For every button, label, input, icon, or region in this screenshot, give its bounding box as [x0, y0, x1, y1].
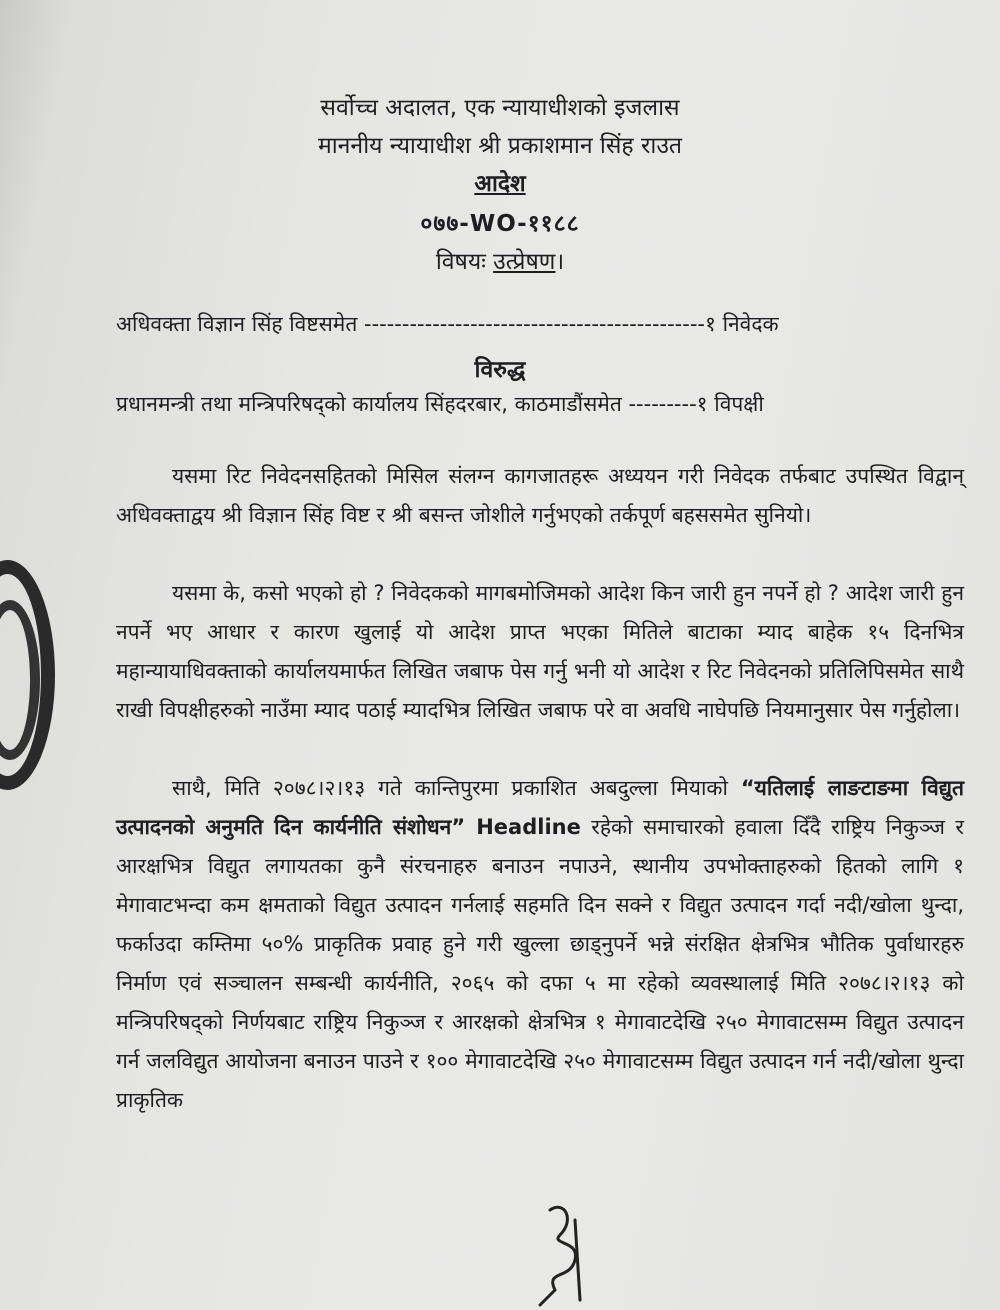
- petitioner-line: अधिवक्ता विज्ञान सिंह विष्टसमेत ---------------------------------------------१ निवेदक: [116, 312, 779, 336]
- respondent-line: प्रधानमन्त्री तथा मन्त्रिपरिषद्को कार्यालय सिंहदरबार, काठमाडौंसमेत ---------१ विपक्षी: [116, 392, 764, 416]
- versus-heading: विरुद्ध: [474, 357, 526, 383]
- subject-end: ।: [555, 249, 565, 275]
- subject-line: [0, 244, 1000, 276]
- subject-value: उत्प्रेषण: [493, 249, 556, 275]
- signature: [520, 1200, 610, 1310]
- judge-name: माननीय न्यायाधीश श्री प्रकाशमान सिंह राउत: [317, 133, 683, 159]
- paragraph-1: यसमा रिट निवेदनसहितको मिसिल संलग्न कागजातहरू अध्ययन गरी निवेदक तर्फबाट उपस्थित विद्वान् अधिवक्ताद्वय श्री विज्ञान सिंह विष्ट र श्री बसन्त जोशीले गर्नुभएको तर्कपूर्ण बहससमेत सुनियो।: [116, 464, 964, 527]
- order-title: [0, 166, 1000, 198]
- paragraph-3-rest: रहेको समाचारको हवाला दिँदै राष्ट्रिय निकुञ्ज र आरक्षभित्र विद्युत लगायतका कुनै संरचनाहरु बनाउन नपाउने, स्थानीय उपभोक्ताहरुको हितको लागि १ मेगावाटभन्दा कम क्षमताको विद्युत उत्पादन गर्नलाई सहमति दिन सक्ने र विद्युत उत्पादन गर्दा नदी/खोला थुन्दा, फर्काउदा कम्तिमा ५०% प्राकृतिक प्रवाह हुने गरी खुल्ला छाड्नुपर्ने भन्ने संरक्षित क्षेत्रभित्र भौतिक पुर्वाधारहरु निर्माण एवं सञ्चालन सम्बन्धी कार्यनीति, २०६५ को दफा ५ मा रहेको व्यवस्थालाई मिति २०७८।२।१३ को मन्त्रिपरिषद्को निर्णयबाट राष्ट्रिय निकुञ्ज र आरक्षको क्षेत्रभित्र १ मेगावाटदेखि २५० मेगावाटसम्म विद्युत उत्पादन गर्न जलविद्युत आयोजना बनाउन पाउने र १०० मेगावाटदेखि २५० मेगावाटसम्म विद्युत उत्पादन गर्न नदी/खोला थुन्दा प्राकृतिक: [116, 815, 964, 1112]
- paragraph-2: यसमा के, कसो भएको हो ? निवेदकको मागबमोजिमको आदेश किन जारी हुन नपर्ने हो ? आदेश जारी हुन नपर्ने भए आधार र कारण खुलाई यो आदेश प्राप्त भएका मितिले बाटाका म्याद बाहेक १५ दिनभित्र महान्यायाधिवक्ताको कार्यालयमार्फत लिखित जबाफ पेस गर्नु भनी यो आदेश र रिट निवेदनको प्रतिलिपिसमेत साथै राखी विपक्षीहरुको नाउँमा म्याद पठाई म्यादभित्र लिखित जबाफ परे वा अवधि नाघेपछि नियमानुसार पेस गर्नुहोला।: [116, 581, 964, 722]
- case-number: ०७७-WO-११८८: [420, 211, 580, 237]
- paragraph-3-start: साथै, मिति २०७८।२।१३ गते कान्तिपुरमा प्रकाशित अबदुल्ला मियाको: [172, 776, 741, 800]
- order-title-text: आदेश: [474, 171, 526, 197]
- paragraph-3-headline: “यतिलाई लाङटाङमा विद्युत उत्पादनको अनुमति दिन कार्यनीति संशोधन” Headline: [116, 776, 964, 839]
- paragraph-3: [116, 769, 964, 1120]
- subject-prefix: विषयः: [435, 249, 486, 275]
- court-name: सर्वोच्च अदालत, एक न्यायाधीशको इजलास: [320, 95, 680, 121]
